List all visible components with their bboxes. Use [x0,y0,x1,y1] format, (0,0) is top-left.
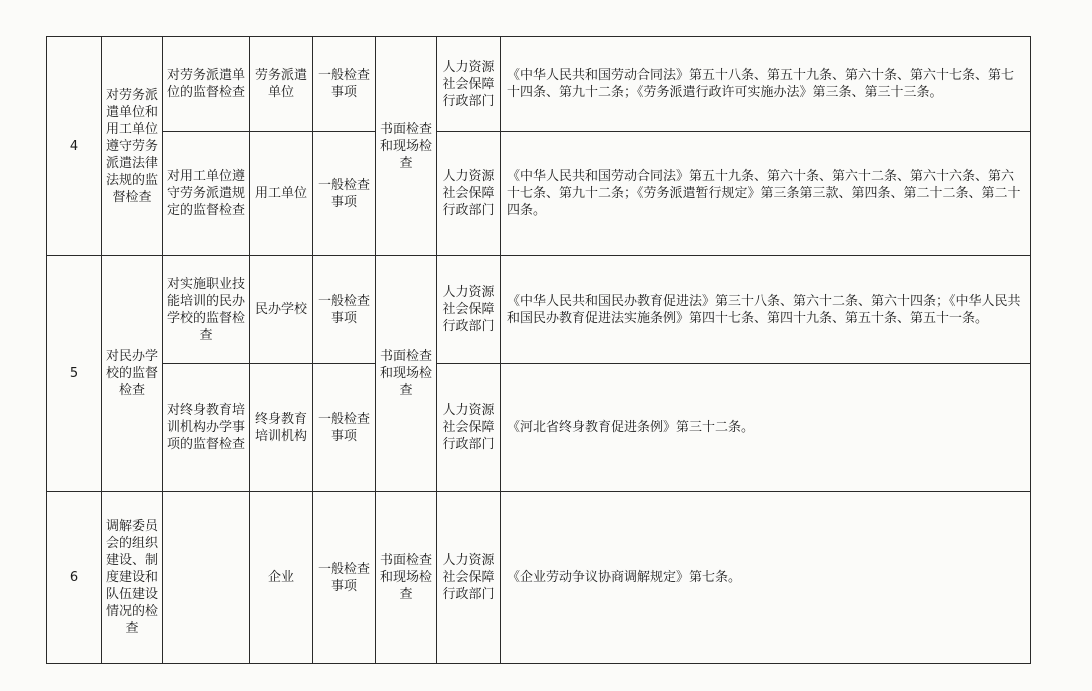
table-row [47,256,1031,364]
inspection-object: 用工单位 [250,132,313,256]
inspection-category: 一般检查事项 [313,132,376,256]
inspection-name: 调解委员会的组织建设、制度建设和队伍建设情况的检查 [102,492,163,664]
row-number: 6 [47,492,102,664]
inspection-method: 书面检查和现场检查 [376,492,437,664]
table-row [47,132,1031,256]
inspection-category: 一般检查事项 [313,364,376,492]
responsible-department: 人力资源社会保障行政部门 [437,256,501,364]
inspection-name: 对劳务派遣单位和用工单位遵守劳务派遣法律法规的监督检查 [102,37,163,256]
row-number: 5 [47,256,102,492]
legal-basis: 《河北省终身教育促进条例》第三十二条。 [501,364,1031,492]
legal-basis: 《中华人民共和国劳动合同法》第五十八条、第五十九条、第六十条、第六十七条、第七十四条、第九十二条；《劳务派遣行政许可实施办法》第三条、第三十三条。 [501,37,1031,132]
inspection-name: 对民办学校的监督检查 [102,256,163,492]
inspection-method: 书面检查和现场检查 [376,37,437,256]
inspection-object: 终身教育培训机构 [250,364,313,492]
inspection-subitem [163,492,250,664]
table-row [47,492,1031,664]
inspection-method: 书面检查和现场检查 [376,256,437,492]
responsible-department: 人力资源社会保障行政部门 [437,37,501,132]
responsible-department: 人力资源社会保障行政部门 [437,132,501,256]
legal-basis: 《中华人民共和国劳动合同法》第五十九条、第六十条、第六十二条、第六十六条、第六十七条、第九十二条；《劳务派遣暂行规定》第三条第三款、第四条、第二十二条、第二十四条。 [501,132,1031,256]
legal-basis: 《中华人民共和国民办教育促进法》第三十八条、第六十二条、第六十四条；《中华人民共和国民办教育促进法实施条例》第四十七条、第四十九条、第五十条、第五十一条。 [501,256,1031,364]
inspection-object: 民办学校 [250,256,313,364]
table-row [47,37,1031,132]
inspection-items-table [46,36,1031,664]
inspection-category: 一般检查事项 [313,256,376,364]
table-row [47,364,1031,492]
legal-basis: 《企业劳动争议协商调解规定》第七条。 [501,492,1031,664]
responsible-department: 人力资源社会保障行政部门 [437,364,501,492]
inspection-object: 企业 [250,492,313,664]
row-number: 4 [47,37,102,256]
responsible-department: 人力资源社会保障行政部门 [437,492,501,664]
inspection-subitem: 对终身教育培训机构办学事项的监督检查 [163,364,250,492]
inspection-subitem: 对劳务派遣单位的监督检查 [163,37,250,132]
inspection-subitem: 对实施职业技能培训的民办学校的监督检查 [163,256,250,364]
inspection-category: 一般检查事项 [313,492,376,664]
inspection-category: 一般检查事项 [313,37,376,132]
inspection-object: 劳务派遣单位 [250,37,313,132]
inspection-subitem: 对用工单位遵守劳务派遣规定的监督检查 [163,132,250,256]
